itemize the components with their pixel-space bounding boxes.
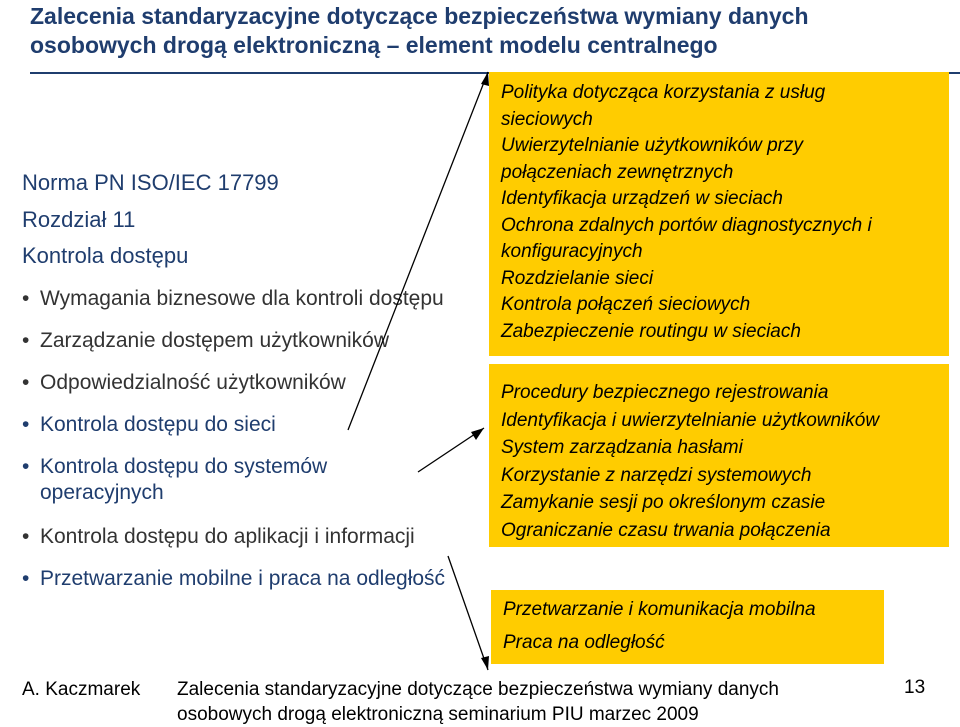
box-os-controls <box>489 364 949 547</box>
box-os-item: System zarządzania hasłami <box>501 437 743 458</box>
connector-os-arrowhead <box>471 428 484 440</box>
box-network-item: Polityka dotycząca korzystania z usług <box>501 82 826 103</box>
connector-network-arrowhead <box>481 72 489 86</box>
footer-title-line2: osobowych drogą elektroniczną seminarium PIU marzec 2009 <box>177 704 699 725</box>
box-network-item: Identyfikacja urządzeń w sieciach <box>501 188 783 209</box>
bullet-user-access-management: • Zarządzanie dostępem użytkowników <box>22 329 390 352</box>
box-network-item: sieciowych <box>501 108 593 130</box>
bullet-mobile-computing: • Przetwarzanie mobilne i praca na odległość <box>22 567 446 590</box>
slide-title-line2: osobowych drogą elektroniczną – element modelu centralnego <box>30 32 718 58</box>
footer-author: A. Kaczmarek <box>22 679 141 700</box>
slide-title-line1: Zalecenia standaryzacyjne dotyczące bezpieczeństwa wymiany danych <box>30 3 809 29</box>
box-network-item: Ochrona zdalnych portów diagnostycznych i <box>501 214 872 236</box>
footer-title-line1: Zalecenia standaryzacyjne dotyczące bezpieczeństwa wymiany danych <box>177 679 779 700</box>
box-os-item: Zamykanie sesji po określonym czasie <box>501 492 826 513</box>
box-os-item: Identyfikacja i uwierzytelnianie użytkowników <box>501 409 880 431</box>
connector-mobile-arrowhead <box>481 656 489 670</box>
bullet-dot: • <box>22 371 30 394</box>
norm-label: Norma PN ISO/IEC 17799 <box>22 170 279 195</box>
box-network-item: Rozdzielanie sieci <box>501 267 654 289</box>
bullet-business-requirements: • Wymagania biznesowe dla kontroli dostępu <box>22 287 444 310</box>
box-os-item: Procedury bezpiecznego rejestrowania <box>501 382 829 403</box>
box-mobile-controls <box>491 590 884 664</box>
box-network-item: połączeniach zewnętrznych <box>501 161 734 183</box>
box-network-item: Zabezpieczenie routingu w sieciach <box>501 320 801 342</box>
chapter-label: Rozdział 11 <box>22 207 136 232</box>
box-network-item: Kontrola połączeń sieciowych <box>501 294 751 315</box>
box-mobile-item: Przetwarzanie i komunikacja mobilna <box>503 599 816 620</box>
page-number: 13 <box>904 677 926 698</box>
box-network-controls <box>489 72 949 356</box>
box-network-item: Uwierzytelnianie użytkowników przy <box>501 135 803 156</box>
box-os-item: Ograniczanie czasu trwania połączenia <box>501 519 831 541</box>
bullet-dot: • <box>22 413 30 436</box>
bullet-dot: • <box>22 525 30 548</box>
connector-network <box>348 72 488 430</box>
bullet-os-access-control: • Kontrola dostępu do systemów operacyjnych <box>22 455 328 504</box>
box-mobile-item: Praca na odległość <box>503 632 665 653</box>
bullet-dot: • <box>22 287 30 310</box>
connector-mobile <box>448 556 488 670</box>
bullet-user-responsibilities: • Odpowiedzialność użytkowników <box>22 371 346 394</box>
box-os-item: Korzystanie z narzędzi systemowych <box>501 464 812 486</box>
bullet-network-access-control: • Kontrola dostępu do sieci <box>22 413 276 436</box>
bullet-dot: • <box>22 329 30 352</box>
box-network-item: konfiguracyjnych <box>501 241 643 262</box>
bullet-dot: • <box>22 455 30 478</box>
section-label: Kontrola dostępu <box>22 243 189 268</box>
bullet-application-access-control: • Kontrola dostępu do aplikacji i informacji <box>22 525 415 548</box>
bullet-dot: • <box>22 567 30 590</box>
